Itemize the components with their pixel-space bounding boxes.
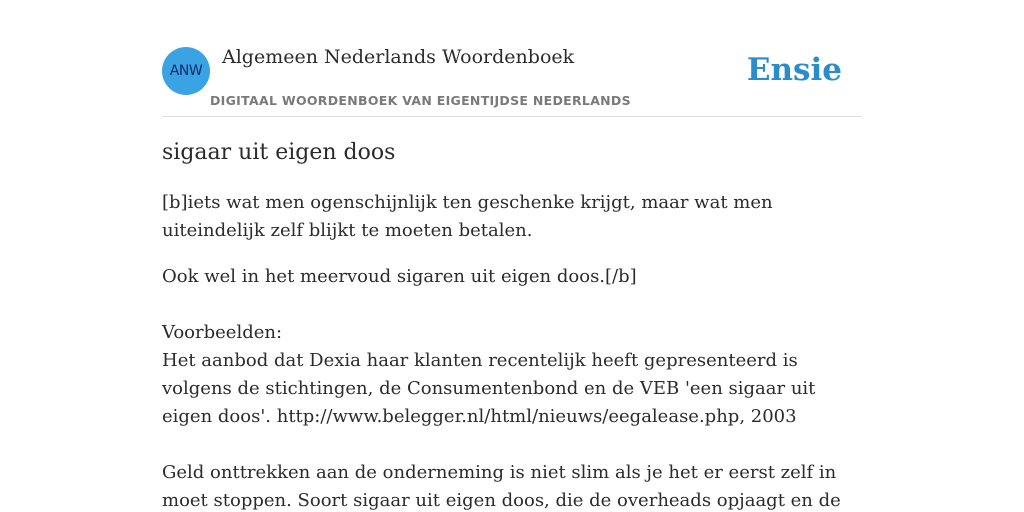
anw-logo[interactable] (162, 47, 210, 95)
entry-body: Ook wel in het meervoud sigaren uit eigen doos.[/b] Voorbeelden: Het aanbod dat Dexia haar klanten recentelijk heeft gepresenteerd is volgens de stichtingen, de Consumentenbond en de VEB 'een sigaar uit eigen doos'. http://www.belegger.nl/html/nieuws/eegalease.php, 2003 Geld onttrekken aan de onderneming is niet slim als je het er eerst zelf in moet stoppen. Soort sigaar uit eigen doos, die de overheads opjaagt en de (162, 266, 841, 511)
entry-title: sigaar uit eigen doos (162, 140, 396, 165)
ensie-brand-link[interactable]: Ensie (746, 52, 842, 88)
logo-text: ANW (169, 63, 203, 79)
site-title[interactable]: Algemeen Nederlands Woordenboek (222, 46, 575, 68)
site-subtitle: DIGITAAL WOORDENBOEK VAN EIGENTIJDSE NEDERLANDS (210, 93, 631, 108)
site-header (162, 46, 862, 117)
entry-content (162, 140, 862, 512)
entry-definition: [b]iets wat men ogenschijnlijk ten geschenke krijgt, maar wat men uiteindelijk zelf blijkt te moeten betalen. (162, 192, 779, 241)
